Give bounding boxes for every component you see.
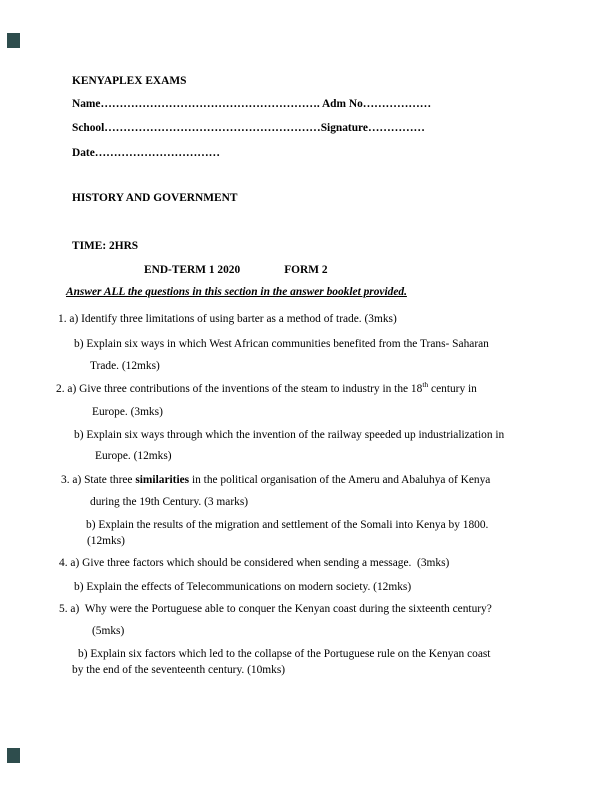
term-label: END-TERM 1 2020: [144, 264, 241, 276]
page-corner-mark-bottom: [7, 748, 20, 763]
date-field-line: Date……………………………: [72, 147, 221, 159]
question-5a-continuation: (5mks): [92, 625, 125, 637]
question-3a-text: 3. a) State three: [61, 474, 136, 486]
term-form-line: [144, 263, 328, 277]
question-3a-text-end: in the political organisation of the Ameru and Abaluhya of Kenya: [189, 474, 491, 486]
question-1a: 1. a) Identify three limitations of using barter as a method of trade. (3mks): [58, 313, 397, 325]
question-3b-continuation: (12mks): [87, 535, 125, 547]
question-4a: 4. a) Give three factors which should be considered when sending a message. (3mks): [59, 557, 450, 569]
question-3a-emphasis: similarities: [135, 474, 190, 486]
question-3a: [61, 473, 490, 487]
page-corner-mark-top: [7, 33, 20, 48]
time-allocation: TIME: 2HRS: [72, 240, 139, 252]
question-2b: b) Explain six ways through which the invention of the railway speeded up industrialization in: [74, 429, 505, 441]
question-5a: 5. a) Why were the Portuguese able to conquer the Kenyan coast during the sixteenth century?: [59, 603, 492, 615]
exam-body-title: KENYAPLEX EXAMS: [72, 75, 187, 87]
question-5b: b) Explain six factors which led to the collapse of the Portuguese rule on the Kenyan coast: [78, 648, 491, 660]
question-2b-continuation: Europe. (12mks): [95, 450, 172, 462]
question-2a-continuation: Europe. (3mks): [92, 406, 163, 418]
question-5b-continuation: by the end of the seventeenth century. (10mks): [72, 664, 286, 676]
subject-title: HISTORY AND GOVERNMENT: [72, 192, 238, 204]
question-2a-text-end: century in: [428, 383, 477, 395]
question-1b-continuation: Trade. (12mks): [90, 360, 160, 372]
name-field-line: Name…………………………………………………. Adm No………………: [72, 98, 432, 110]
question-3a-continuation: during the 19th Century. (3 marks): [90, 496, 249, 508]
question-2a: [56, 382, 477, 396]
question-3b: b) Explain the results of the migration and settlement of the Somali into Kenya by 1800.: [86, 519, 489, 531]
section-instruction: Answer ALL the questions in this section in the answer booklet provided.: [66, 286, 407, 298]
question-2a-superscript: th: [422, 380, 429, 390]
question-4b: b) Explain the effects of Telecommunications on modern society. (12mks): [74, 581, 412, 593]
question-1b: b) Explain six ways in which West African communities benefited from the Trans- Saharan: [74, 338, 489, 350]
school-field-line: School…………………………………………………Signature……………: [72, 122, 425, 134]
form-label: FORM 2: [284, 264, 328, 276]
question-2a-text: 2. a) Give three contributions of the inventions of the steam to industry in the 18: [56, 383, 423, 395]
